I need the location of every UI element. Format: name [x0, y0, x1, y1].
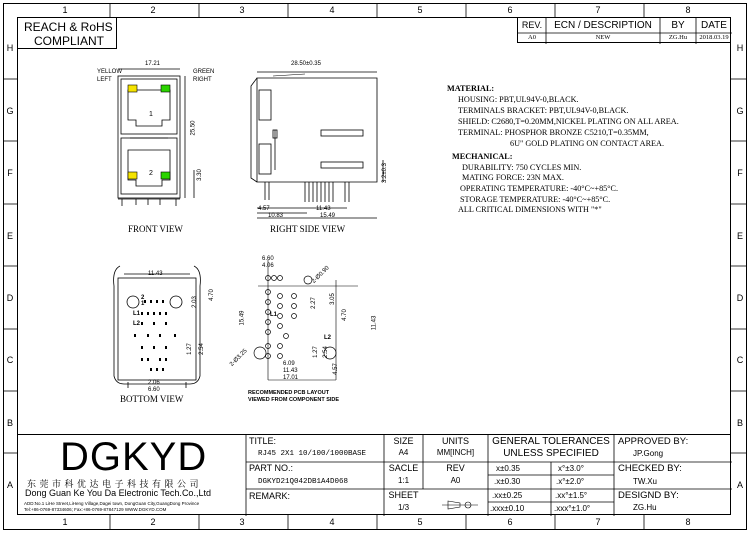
zone-col: 5 — [417, 5, 423, 15]
tolerance-angular: x°±3.0° — [558, 464, 584, 473]
zone-row: C — [6, 355, 14, 365]
scale-value: 1:1 — [397, 476, 410, 485]
side-dim-d: 15.49 — [320, 213, 336, 219]
bottom-n1: 1 — [141, 301, 145, 307]
zone-row: D — [736, 293, 744, 303]
bottom-l2: L2 — [133, 321, 141, 327]
rev-value: A0 — [528, 34, 536, 41]
zone-col: 6 — [507, 5, 513, 15]
bottom-dim-d: 2.54 — [198, 343, 205, 355]
compliance-line1: REACH & RoHS — [24, 20, 113, 34]
company-name-en: Dong Guan Ke You Da Electronic Tech.Co.,Ltd — [25, 488, 211, 498]
zone-row: H — [6, 43, 14, 53]
size-value: A4 — [398, 448, 409, 457]
tolerance-title-2: UNLESS SPECIFIED — [503, 448, 599, 459]
side-dim-a: 4.57 — [258, 206, 270, 212]
right-view-caption: RIGHT SIDE VIEW — [270, 224, 346, 234]
pcb-layout-drawing — [238, 256, 388, 386]
zone-col: 6 — [507, 517, 513, 527]
size-label: SIZE — [393, 436, 414, 446]
pcb-dim-j: 6.09 — [283, 361, 295, 367]
mechanical-line: MATING FORCE: 23N MAX. — [462, 173, 564, 182]
tolerance-angular: .xx°±1.5° — [555, 491, 588, 500]
pcb-caption-1: RECOMMENDED PCB LAYOUT — [248, 390, 330, 396]
zone-row: B — [6, 418, 13, 428]
bottom-dim-b: 2.03 — [191, 296, 198, 308]
pcb-dim-l: 17.01 — [283, 375, 299, 381]
designed-value: ZG.Hu — [633, 503, 657, 512]
pcb-dim-b: 4.06 — [262, 263, 274, 269]
bottom-dim-a: 4.70 — [208, 289, 215, 301]
bottom-n2: 2 — [141, 295, 145, 301]
material-title: MATERIAL: — [447, 84, 495, 93]
zone-col: 7 — [595, 5, 601, 15]
pcb-l2: L2 — [324, 335, 332, 341]
part-label: PART NO.: — [249, 463, 294, 473]
led-green-label: GREEN — [193, 69, 215, 75]
date-value: 2018.03.19 — [699, 34, 729, 41]
zone-row: E — [736, 231, 743, 241]
pcb-dim-e: 2.27 — [310, 297, 317, 309]
zone-row: F — [7, 168, 13, 178]
designed-label: DESIGND BY: — [618, 490, 679, 501]
pcb-dim-f: 3.05 — [329, 293, 336, 305]
company-name-cn: 东 莞 市 科 优 达 电 子 科 技 有 限 公 司 — [27, 479, 200, 489]
zone-row: A — [6, 480, 13, 490]
bottom-dim-f: 6.60 — [148, 387, 160, 393]
zone-row: F — [737, 168, 743, 178]
material-line: TERMINAL: PHOSPHOR BRONZE C5210,T=0.35MM, — [458, 128, 649, 137]
units-label: UNITS — [442, 436, 469, 446]
zone-col: 4 — [329, 5, 335, 15]
rev-header: REV. — [521, 20, 543, 30]
mechanical-line: OPERATING TEMPERATURE: -40°C~+85°C. — [460, 184, 619, 193]
led-left-label: LEFT — [97, 77, 112, 83]
by-header: BY — [671, 20, 685, 31]
right-side-view-drawing — [245, 60, 395, 222]
mechanical-title: MECHANICAL: — [452, 152, 513, 161]
tolerance-linear: x±0.35 — [496, 464, 520, 473]
checked-value: TW.Xu — [633, 477, 658, 486]
pcb-dim-o: 4.57 — [332, 363, 339, 375]
front-port-2: 2 — [149, 170, 153, 177]
company-contact: Tel:+86-0769-87334606; Fax:+86-0769-87847129 WWW.DGKYD.COM — [24, 507, 167, 512]
material-line: SHIELD: C2680,T=0.20MM,NICKEL PLATING ON ALL AREA. — [458, 117, 679, 126]
sheet-value: 1/3 — [397, 503, 410, 512]
tolerance-linear: .xx±0.25 — [492, 491, 523, 500]
compliance-box — [17, 17, 117, 49]
zone-col: 7 — [595, 517, 601, 527]
zone-row: D — [6, 293, 14, 303]
zone-row: A — [736, 480, 743, 490]
zone-col: 5 — [417, 517, 423, 527]
side-dim-b: 10.83 — [268, 213, 284, 219]
side-dim-e: 3.2±0.3 — [381, 163, 388, 183]
zone-row: E — [6, 231, 13, 241]
units-value: MM[INCH] — [436, 448, 475, 457]
pcb-dim-i: 2-Ø3.25 — [229, 348, 249, 368]
pcb-dim-g: 4.70 — [341, 309, 348, 321]
tolerance-angular: .x°±2.0° — [556, 477, 585, 486]
zone-col: 3 — [239, 5, 245, 15]
rev-block-value: A0 — [450, 476, 461, 485]
zone-row: H — [736, 43, 744, 53]
pcb-l1: L1 — [270, 312, 278, 318]
part-value: DGKYD21Q042DB1A4D068 — [258, 478, 349, 486]
zone-col: 2 — [150, 517, 156, 527]
zone-col: 3 — [239, 517, 245, 527]
bottom-dim-e: 2.06 — [148, 380, 160, 386]
remark-label: REMARK: — [249, 491, 291, 501]
date-header: DATE — [701, 20, 727, 31]
pcb-dim-n: 2.54 — [322, 346, 329, 358]
side-dim-length: 28.50±0.35 — [291, 61, 321, 67]
front-port-1: 1 — [149, 111, 153, 118]
scale-label: SACLE — [388, 463, 419, 473]
ecn-value: NEW — [595, 34, 611, 41]
zone-col: 8 — [685, 5, 691, 15]
led-right-label: RIGHT — [193, 77, 212, 83]
tolerance-angular: .xxx°±1.0° — [554, 504, 591, 513]
pcb-caption-2: VIEWED FROM COMPONENT SIDE — [248, 397, 340, 403]
material-line: HOUSING: PBT,UL94V-0,BLACK. — [458, 95, 579, 104]
title-label: TITLE: — [249, 436, 277, 446]
by-value: ZG.Hu — [668, 34, 688, 41]
led-yellow-label: YELLOW — [97, 69, 123, 75]
sheet-label: SHEET — [388, 490, 419, 500]
bottom-dim-c: 1.27 — [186, 343, 193, 355]
bottom-dim-top: 11.43 — [148, 271, 163, 277]
tolerance-linear: .xxx±0.10 — [490, 504, 525, 513]
title-block — [17, 434, 731, 515]
zone-row: C — [736, 355, 744, 365]
zone-col: 4 — [329, 517, 335, 527]
checked-label: CHECKED BY: — [618, 463, 682, 474]
front-view-caption: FRONT VIEW — [128, 224, 183, 234]
zone-col: 1 — [62, 5, 68, 15]
pcb-dim-m: 1.27 — [312, 346, 319, 358]
tolerance-linear: .x±0.30 — [494, 477, 521, 486]
zone-row: B — [736, 418, 743, 428]
material-line: 6U" GOLD PLATING ON CONTACT AREA. — [510, 139, 665, 148]
company-address: ADD:No.1 LiHe Street,LiHeng Village,Dagei town, DongGuan City,GuangDong Province — [24, 501, 200, 506]
title-value: RJ45 2X1 10/100/1000BASE — [258, 450, 367, 458]
zone-col: 1 — [62, 517, 68, 527]
pcb-dim-h: 11.43 — [371, 315, 378, 331]
bottom-l1: L1 — [133, 311, 141, 317]
company-logo: DGKYD — [60, 435, 208, 479]
material-line: TERMINALS BRACKET: PBT,UL94V-0,BLACK. — [458, 106, 629, 115]
pcb-dim-c: 15.49 — [239, 310, 246, 326]
pcb-dim-k: 11.43 — [283, 368, 298, 374]
mechanical-line: DURABILITY: 750 CYCLES MIN. — [462, 163, 582, 172]
approved-label: APPROVED BY: — [618, 436, 689, 447]
rev-label: REV — [446, 463, 465, 473]
approved-value: JP.Gong — [633, 449, 664, 458]
mechanical-line: STORAGE TEMPERATURE: -40°C~+85°C. — [460, 195, 611, 204]
tolerance-title-1: GENERAL TOLERANCES — [492, 436, 610, 447]
zone-row: G — [6, 106, 14, 116]
zone-row: G — [736, 106, 744, 116]
compliance-line2: COMPLIANT — [34, 34, 105, 48]
ecn-header: ECN / DESCRIPTION — [554, 20, 652, 31]
front-dim-height: 25.50 — [190, 120, 197, 136]
zone-col: 8 — [685, 517, 691, 527]
side-dim-c: 11.43 — [316, 206, 331, 212]
front-dim-lower: 3.30 — [196, 169, 203, 181]
pcb-dim-a: 6.60 — [262, 256, 274, 262]
revision-table — [517, 17, 731, 43]
pcb-dim-d: 2-Ø0.90 — [311, 265, 331, 285]
front-dim-width: 17.21 — [145, 61, 161, 67]
bottom-view-caption: BOTTOM VIEW — [120, 394, 184, 404]
zone-col: 2 — [150, 5, 156, 15]
mechanical-line: ALL CRITICAL DIMENSIONS WITH "*" — [458, 205, 602, 214]
